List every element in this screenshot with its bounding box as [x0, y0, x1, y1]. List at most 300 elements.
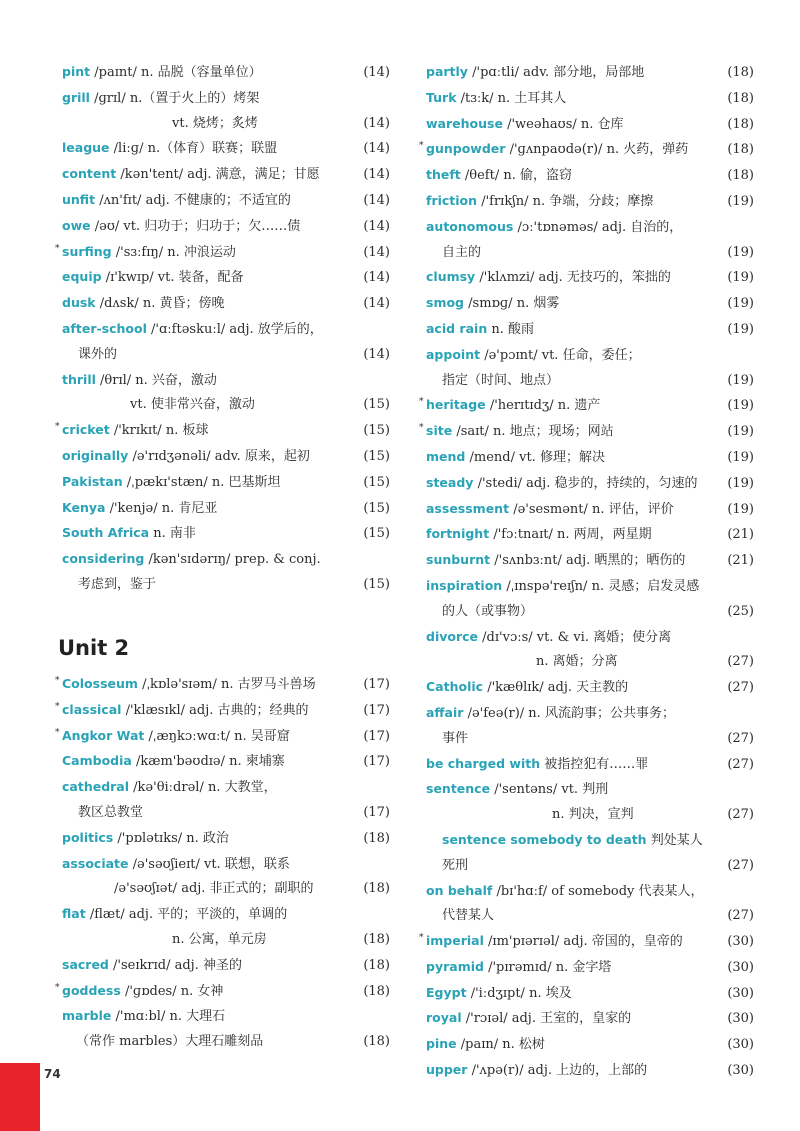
vocab-entry: [426, 1006, 754, 1032]
headword: goddess: [62, 982, 121, 998]
definition: /mend/ vt. 修理；解决: [469, 449, 605, 465]
vocab-entry: [62, 162, 390, 188]
page-reference: (14): [363, 244, 390, 260]
definition: /'frɪkʃn/ n. 争端，分歧；摩擦: [481, 193, 654, 209]
page-reference: (17): [363, 702, 390, 718]
headword: sunburnt: [426, 552, 491, 568]
headword: Cambodia: [62, 753, 132, 769]
headword: warehouse: [426, 115, 503, 131]
vocab-entry: [426, 752, 754, 778]
entry-line: [426, 600, 754, 625]
page-reference: (14): [363, 115, 390, 131]
entry-line: [62, 393, 390, 418]
page-reference: (18): [363, 983, 390, 999]
headword: autonomous: [426, 218, 514, 234]
definition: 考虑到，鉴于: [78, 576, 157, 592]
vocab-entry: [62, 547, 390, 598]
definition: n. 公寓，单元房: [172, 931, 267, 947]
vocab-entry: [62, 749, 390, 775]
headword: politics: [62, 829, 114, 845]
headword: Pakistan: [62, 473, 123, 489]
definition: /'kæθlɪk/ adj. 天主教的: [487, 680, 629, 696]
page-reference: (17): [363, 754, 390, 770]
headword: associate: [62, 855, 129, 871]
headword: smog: [426, 295, 465, 311]
vocab-entry: [62, 368, 390, 419]
headword: on behalf: [426, 882, 493, 898]
entry-line: [62, 801, 390, 826]
page-reference: (14): [363, 167, 390, 183]
page-reference: (18): [363, 957, 390, 973]
definition: /'weəhaʊs/ n. 仓库: [507, 116, 624, 132]
entry-line: [426, 675, 754, 701]
definition: /'sɜːfɪŋ/ n. 冲浪运动: [115, 244, 236, 260]
vocab-entry: [426, 112, 754, 138]
entry-line: [62, 724, 390, 750]
definition: /'seɪkrɪd/ adj. 神圣的: [113, 957, 242, 973]
definition: /ˌɪnspə'reɪʃn/ n. 灵感；启发灵感: [506, 578, 700, 594]
entry-line: [62, 418, 390, 444]
entry-line: [426, 369, 754, 394]
vocab-entry: [62, 291, 390, 317]
star-marker: *: [55, 422, 60, 433]
definition: /ɡrɪl/ n.（置于火上的）烤架: [94, 90, 260, 106]
headword: site: [426, 423, 453, 439]
headword: pine: [426, 1036, 457, 1052]
headword: gunpowder: [426, 141, 506, 157]
vocab-entry: [426, 1032, 754, 1058]
definition: /ə'səʊʃɪət/ adj. 非正式的；副职的: [114, 881, 314, 897]
headword: theft: [426, 167, 461, 183]
sub-definition: 判处某人: [646, 832, 703, 848]
entry-line: [62, 521, 390, 547]
page-reference: (15): [363, 474, 390, 490]
star-marker: *: [419, 397, 424, 408]
vocab-entry: [55, 240, 390, 266]
headword: be charged with: [426, 755, 541, 771]
headword: pint: [62, 64, 91, 79]
headword: unfit: [62, 191, 96, 207]
vocab-entry: [419, 419, 754, 445]
page-reference: (14): [363, 65, 390, 80]
headword: steady: [426, 474, 474, 490]
definition: /saɪt/ n. 地点；现场；网站: [456, 424, 614, 440]
headword: grill: [62, 89, 90, 105]
entry-line: [426, 86, 754, 112]
vocab-entry: [426, 828, 754, 879]
vocab-entry: [55, 698, 390, 724]
page-reference: (19): [727, 296, 754, 312]
vocab-entry: [62, 826, 390, 852]
entry-line: [62, 573, 390, 598]
vocab-entry: [426, 86, 754, 112]
page-reference: (18): [363, 931, 390, 947]
headword: cricket: [62, 422, 110, 438]
definition: n. 南非: [153, 526, 196, 542]
definition: n. 判决，宣判: [552, 807, 634, 823]
definition: /əʊ/ vt. 归功于；归功于；欠……债: [94, 218, 301, 234]
headword: upper: [426, 1062, 468, 1078]
entry-line: [62, 188, 390, 214]
unit-heading: Unit 2: [58, 636, 130, 660]
vocab-entry: [62, 1004, 390, 1055]
entry-line: [426, 497, 754, 523]
page-reference: (30): [727, 1037, 754, 1053]
definition: 课外的: [78, 346, 118, 362]
entry-line: [426, 929, 754, 955]
entry-line: [426, 189, 754, 215]
definition: /'pɒlətɪks/ n. 政治: [117, 830, 229, 846]
vocab-entry: [62, 444, 390, 470]
entry-line: [62, 775, 390, 801]
entry-line: [62, 265, 390, 291]
page-reference: (21): [727, 527, 754, 543]
entry-line: [62, 136, 390, 162]
entry-line: [426, 625, 754, 651]
vocab-entry: [62, 521, 390, 547]
entry-line: [426, 904, 754, 929]
page-reference: (25): [727, 603, 754, 619]
definition: /'ɑːftəskuːl/ adj. 放学后的，: [151, 321, 323, 337]
vocab-entry: [55, 979, 390, 1005]
headword: friction: [426, 192, 478, 208]
vocab-entry: [55, 672, 390, 698]
page-reference: (30): [727, 1063, 754, 1079]
page-reference: (19): [727, 475, 754, 491]
headword: clumsy: [426, 269, 476, 285]
vocab-entry: [426, 574, 754, 625]
star-marker: *: [55, 982, 60, 993]
headword: flat: [62, 906, 86, 922]
definition: 死刑: [442, 857, 469, 873]
headword: divorce: [426, 628, 479, 644]
headword: owe: [62, 217, 91, 233]
definition: /kən'tent/ adj. 满意，满足；甘愿: [120, 167, 320, 183]
entry-line: [62, 470, 390, 496]
vocab-entry: [62, 317, 390, 368]
definition: /ə'pɔɪnt/ vt. 任命，委任；: [484, 347, 641, 363]
headword: thrill: [62, 371, 96, 387]
vocab-entry: [426, 265, 754, 291]
vocab-entry: [62, 265, 390, 291]
page-reference: (18): [727, 142, 754, 158]
entry-line: [62, 86, 390, 112]
entry-line: [426, 137, 754, 163]
left-column-unit2: [55, 672, 390, 1055]
page-reference: (17): [363, 728, 390, 744]
vocab-entry: [62, 136, 390, 162]
entry-line: [62, 877, 390, 902]
entry-line: [426, 265, 754, 291]
entry-line: [426, 419, 754, 445]
vocab-entry: [426, 317, 754, 343]
entry-line: [62, 953, 390, 979]
page-reference: (18): [727, 168, 754, 184]
definition: /bɪ'hɑːf/ of somebody 代表某人，: [496, 883, 704, 899]
definition: /kən'sɪdərɪŋ/ prep. & conj.: [148, 552, 321, 568]
definition: /'herɪtɪdʒ/ n. 遗产: [489, 398, 601, 414]
page-reference: (17): [363, 677, 390, 692]
entry-line: [426, 60, 754, 86]
definition: /'pɪrəmɪd/ n. 金字塔: [488, 959, 612, 975]
headword: cathedral: [62, 779, 130, 795]
vocab-entry: [419, 929, 754, 955]
headword: mend: [426, 448, 466, 464]
entry-line: [426, 981, 754, 1007]
vocab-entry: [62, 902, 390, 953]
headword: content: [62, 166, 117, 182]
page-reference: (19): [727, 193, 754, 209]
definition: /ɔː'tɒnəməs/ adj. 自治的，: [517, 219, 683, 235]
entry-line: [426, 548, 754, 574]
entry-line: [62, 162, 390, 188]
vocab-entry: [426, 497, 754, 523]
page-reference: (15): [363, 397, 390, 413]
page-reference: (17): [363, 804, 390, 820]
headword: originally: [62, 447, 129, 463]
definition: /tɜːk/ n. 土耳其人: [460, 90, 567, 106]
entry-line: [426, 241, 754, 266]
vocab-entry: [62, 188, 390, 214]
definition: /ə'səʊʃieɪt/ vt. 联想，联系: [132, 856, 290, 872]
definition: /'fɔːtnaɪt/ n. 两周，两星期: [493, 527, 652, 543]
entry-line: [426, 163, 754, 189]
vocab-entry: [426, 189, 754, 215]
page-reference: (18): [363, 830, 390, 846]
entry-line: [62, 291, 390, 317]
entry-line: [426, 343, 754, 369]
page-reference: (30): [727, 934, 754, 950]
entry-line: [426, 574, 754, 600]
page-reference: (18): [363, 1034, 390, 1050]
entry-line: [426, 393, 754, 419]
entry-line: [426, 215, 754, 241]
vocab-entry: [426, 60, 754, 86]
definition: /'sentəns/ vt. 判刑: [494, 782, 609, 798]
headword: affair: [426, 704, 464, 720]
definition: /kə'θiːdrəl/ n. 大教堂，: [133, 780, 277, 796]
vocab-entry: [419, 137, 754, 163]
vocab-entry: [62, 60, 390, 86]
entry-line: [62, 547, 390, 573]
definition: n. 酸雨: [491, 321, 534, 337]
vocab-entry: [55, 724, 390, 750]
definition: /θrɪl/ n. 兴奋，激动: [100, 372, 217, 388]
entry-line: [62, 826, 390, 852]
definition: /'ʌpə(r)/ adj. 上边的，上部的: [471, 1063, 648, 1079]
page-reference: (21): [727, 553, 754, 569]
headword: sentence: [426, 781, 491, 797]
headword: after-school: [62, 320, 147, 336]
definition: 自主的: [442, 244, 482, 260]
page-reference: (27): [727, 654, 754, 670]
headword: heritage: [426, 397, 486, 413]
definition: 代替某人: [442, 908, 495, 924]
page-reference: (15): [363, 526, 390, 542]
page-reference: (27): [727, 857, 754, 873]
page-reference: (27): [727, 680, 754, 696]
star-marker: *: [419, 423, 424, 434]
definition: 的人（或事物）: [442, 603, 534, 619]
vocab-entry: [426, 1058, 754, 1084]
definition: /ə'rɪdʒənəli/ adv. 原来，起初: [132, 448, 310, 464]
page-reference: (19): [727, 270, 754, 286]
headword: dusk: [62, 295, 96, 311]
right-column: [419, 60, 754, 1084]
headword: South Africa: [62, 525, 150, 541]
page-reference: (19): [727, 449, 754, 465]
headword: classical: [62, 701, 122, 717]
headword: royal: [426, 1010, 462, 1026]
entry-line: [426, 291, 754, 317]
definition: /kæm'bəʊdɪə/ n. 柬埔寨: [135, 754, 285, 770]
entry-line: [62, 496, 390, 522]
definition: /'rɔɪəl/ adj. 王室的，皇家的: [465, 1011, 632, 1027]
entry-line: [426, 879, 754, 905]
entry-line: [426, 1032, 754, 1058]
headword: Turk: [426, 89, 457, 105]
entry-line: [62, 240, 390, 266]
entry-line: [62, 1030, 390, 1055]
definition: /'mɑːbl/ n. 大理石: [115, 1009, 226, 1025]
entry-line: [62, 698, 390, 724]
definition: /ˌpækɪ'stæn/ n. 巴基斯坦: [126, 474, 281, 490]
entry-line: [62, 1004, 390, 1030]
page-reference: (19): [727, 501, 754, 517]
page-reference: (19): [727, 424, 754, 440]
headword: acid rain: [426, 320, 488, 336]
page-reference: (18): [727, 116, 754, 132]
definition: （常作 marbles）大理石雕刻品: [76, 1034, 264, 1050]
definition: /'stedi/ adj. 稳步的，持续的，匀速的: [477, 475, 698, 491]
definition: /'kenjə/ n. 肯尼亚: [109, 500, 218, 516]
vocab-entry: [62, 86, 390, 137]
entry-line: [62, 343, 390, 368]
entry-line: [426, 1058, 754, 1084]
headword: fortnight: [426, 526, 490, 542]
vocab-entry: [62, 953, 390, 979]
definition: /θeft/ n. 偷，盗窃: [464, 168, 572, 184]
headword: Catholic: [426, 679, 484, 695]
entry-line: [426, 727, 754, 752]
vocab-entry: [426, 548, 754, 574]
definition: vt. 使非常兴奋，激动: [130, 397, 255, 413]
entry-line: [426, 955, 754, 981]
headword: sacred: [62, 956, 109, 972]
headword: Kenya: [62, 499, 106, 515]
definition: 事件: [442, 730, 469, 746]
entry-line: [426, 471, 754, 497]
page-reference: (19): [727, 398, 754, 414]
definition: /ʌn'fɪt/ adj. 不健康的；不适宜的: [99, 192, 291, 208]
left-column: [55, 60, 390, 598]
definition: /ˌkɒlə'sɪəm/ n. 古罗马斗兽场: [142, 677, 316, 692]
sub-headword: sentence somebody to death: [442, 831, 647, 847]
entry-line: [62, 672, 390, 698]
definition: /liːɡ/ n.（体育）联赛；联盟: [113, 141, 278, 157]
page-reference: (30): [727, 1011, 754, 1027]
page-reference: (30): [727, 959, 754, 975]
vocab-entry: [426, 471, 754, 497]
vocab-entry: [426, 522, 754, 548]
definition: /'sʌnbɜːnt/ adj. 晒黑的；晒伤的: [494, 553, 686, 569]
entry-line: [426, 854, 754, 879]
page-reference: (14): [363, 192, 390, 208]
definition: /'klæsɪkl/ adj. 古典的；经典的: [125, 702, 309, 718]
page-reference: (14): [363, 346, 390, 362]
headword: appoint: [426, 346, 481, 362]
headword: imperial: [426, 933, 484, 949]
headword: league: [62, 140, 110, 156]
vocab-entry: [55, 418, 390, 444]
headword: partly: [426, 64, 468, 79]
vocab-entry: [426, 625, 754, 676]
vocab-entry: [426, 981, 754, 1007]
entry-line: [426, 1006, 754, 1032]
entry-line: [62, 317, 390, 343]
vocab-entry: [426, 879, 754, 930]
entry-line: [426, 112, 754, 138]
headword: Egypt: [426, 984, 467, 1000]
headword: inspiration: [426, 577, 503, 593]
definition: /'ɡʌnpaʊdə(r)/ n. 火药，弹药: [509, 142, 689, 158]
entry-line: [62, 852, 390, 878]
headword: assessment: [426, 500, 510, 516]
page-reference: (14): [363, 270, 390, 286]
headword: Angkor Wat: [62, 727, 145, 743]
page-reference: (14): [363, 296, 390, 312]
definition: /'pɑːtli/ adv. 部分地，局部地: [472, 65, 645, 80]
definition: 被指控犯有……罪: [544, 756, 649, 772]
entry-line: [426, 522, 754, 548]
page-reference: (27): [727, 807, 754, 823]
vocab-entry: [62, 496, 390, 522]
entry-line: [426, 803, 754, 828]
page-reference: (14): [363, 218, 390, 234]
entry-line: [426, 701, 754, 727]
entry-line: [62, 214, 390, 240]
headword: pyramid: [426, 958, 484, 974]
page-reference: (27): [727, 730, 754, 746]
definition: /paɪn/ n. 松树: [460, 1037, 545, 1053]
vocab-entry: [426, 291, 754, 317]
entry-line: [62, 979, 390, 1005]
headword: marble: [62, 1008, 112, 1024]
vocab-entry: [62, 775, 390, 826]
page-reference: (27): [727, 756, 754, 772]
page-reference: (15): [363, 448, 390, 464]
page-reference: (27): [727, 908, 754, 924]
entry-line: [62, 112, 390, 137]
page-reference: (18): [727, 90, 754, 106]
vocab-entry: [426, 215, 754, 266]
star-marker: *: [419, 141, 424, 152]
definition: /ˌæŋkɔːwɑːt/ n. 吴哥窟: [148, 728, 290, 744]
definition: /ə'sesmənt/ n. 评估，评价: [513, 501, 674, 517]
page-reference: (30): [727, 985, 754, 1001]
entry-line: [426, 445, 754, 471]
entry-line: [426, 317, 754, 343]
page-number: 74: [44, 1067, 61, 1081]
star-marker: *: [55, 701, 60, 712]
definition: vt. 烧烤；炙烤: [172, 115, 258, 131]
entry-line: [426, 650, 754, 675]
entry-line: [62, 60, 390, 86]
page-corner-tab: [0, 1063, 40, 1131]
definition: /dɪ'vɔːs/ vt. & vi. 离婚；使分离: [482, 629, 672, 645]
definition: /ə'feə(r)/ n. 风流韵事；公共事务；: [467, 705, 675, 721]
vocab-entry: [426, 343, 754, 394]
